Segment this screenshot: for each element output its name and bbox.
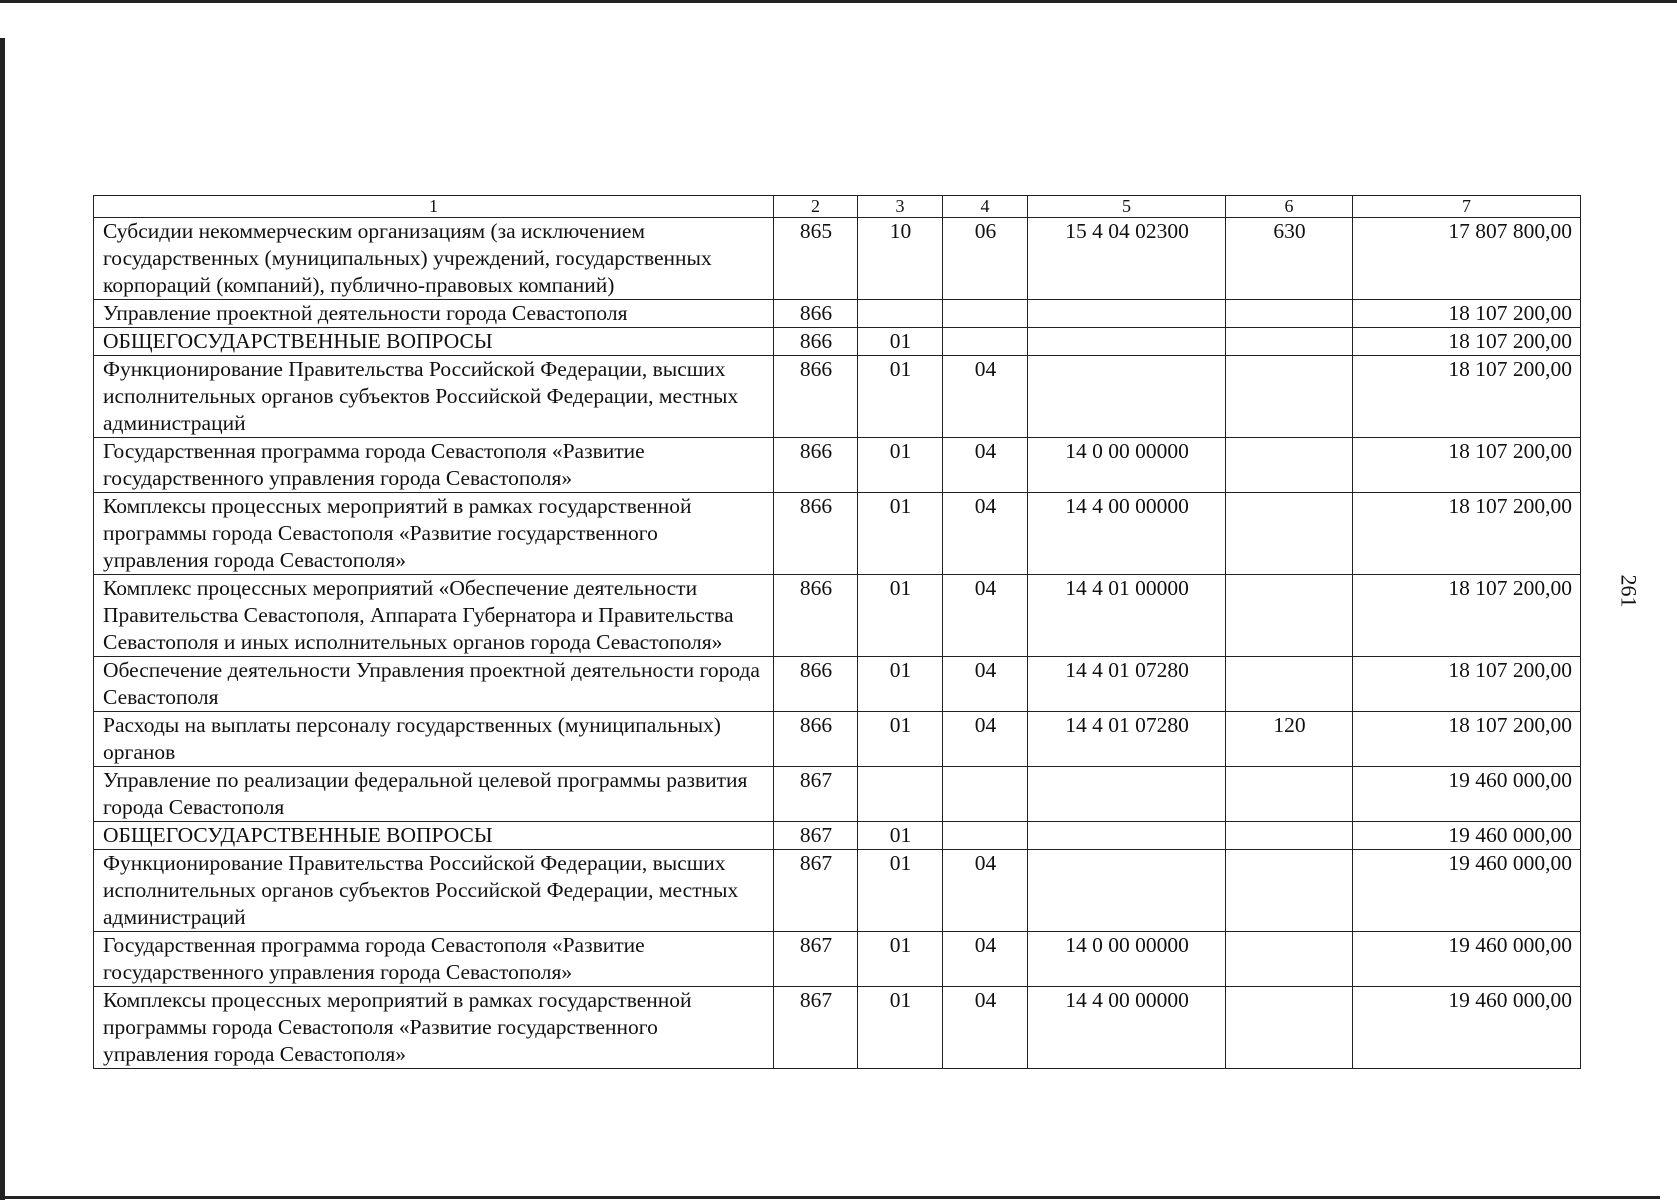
budget-table	[93, 195, 1581, 1069]
column-number: 3	[858, 196, 943, 218]
section-code-cell: 01	[858, 822, 943, 850]
column-number: 1	[94, 196, 774, 218]
subsection-code-cell: 04	[943, 850, 1028, 932]
expense-type-cell	[1226, 657, 1353, 712]
section-code-cell: 01	[858, 575, 943, 657]
amount-cell: 18 107 200,00	[1353, 712, 1581, 767]
column-number: 4	[943, 196, 1028, 218]
section-code-cell: 10	[858, 218, 943, 300]
subsection-code-cell: 04	[943, 932, 1028, 987]
subsection-code-cell: 04	[943, 575, 1028, 657]
page-number: 261	[1616, 574, 1642, 608]
row-name-cell: Обеспечение деятельности Управления проектной деятельности города Севастополя	[94, 657, 774, 712]
target-article-cell	[1028, 356, 1226, 438]
target-article-cell	[1028, 767, 1226, 822]
expense-type-cell	[1226, 767, 1353, 822]
table-row	[94, 493, 1581, 575]
expense-type-cell: 630	[1226, 218, 1353, 300]
row-name-cell: Функционирование Правительства Российской Федерации, высших исполнительных органов субъектов Российской Федерации, местных администраций	[94, 356, 774, 438]
amount-cell: 19 460 000,00	[1353, 932, 1581, 987]
row-name-cell: ОБЩЕГОСУДАРСТВЕННЫЕ ВОПРОСЫ	[94, 822, 774, 850]
section-code-cell	[858, 300, 943, 328]
expense-type-cell: 120	[1226, 712, 1353, 767]
subsection-code-cell: 06	[943, 218, 1028, 300]
expense-type-cell	[1226, 932, 1353, 987]
table-row	[94, 356, 1581, 438]
row-name-cell: Функционирование Правительства Российской Федерации, высших исполнительных органов субъектов Российской Федерации, местных администраций	[94, 850, 774, 932]
amount-cell: 19 460 000,00	[1353, 987, 1581, 1069]
scan-top-border	[0, 0, 1677, 3]
subsection-code-cell	[943, 300, 1028, 328]
column-number: 7	[1353, 196, 1581, 218]
expense-type-cell	[1226, 493, 1353, 575]
expense-type-cell	[1226, 356, 1353, 438]
target-article-cell	[1028, 300, 1226, 328]
amount-cell: 18 107 200,00	[1353, 300, 1581, 328]
table-row	[94, 767, 1581, 822]
target-article-cell: 14 4 00 00000	[1028, 493, 1226, 575]
amount-cell: 17 807 800,00	[1353, 218, 1581, 300]
row-name-cell: Субсидии некоммерческим организациям (за исключением государственных (муниципальных) учреждений, государственных корпораций (компаний), публично-правовых компаний)	[94, 218, 774, 300]
row-name-cell: Комплексы процессных мероприятий в рамках государственной программы города Севастополя «Развитие государственного управления города Севастополя»	[94, 987, 774, 1069]
table-row	[94, 575, 1581, 657]
target-article-cell	[1028, 822, 1226, 850]
ved-code-cell: 867	[774, 932, 858, 987]
target-article-cell: 14 4 01 07280	[1028, 712, 1226, 767]
amount-cell: 18 107 200,00	[1353, 356, 1581, 438]
section-code-cell: 01	[858, 987, 943, 1069]
subsection-code-cell: 04	[943, 493, 1028, 575]
expense-type-cell	[1226, 987, 1353, 1069]
expense-type-cell	[1226, 300, 1353, 328]
row-name-cell: Управление проектной деятельности города Севастополя	[94, 300, 774, 328]
ved-code-cell: 866	[774, 657, 858, 712]
ved-code-cell: 865	[774, 218, 858, 300]
target-article-cell: 15 4 04 02300	[1028, 218, 1226, 300]
section-code-cell: 01	[858, 850, 943, 932]
expense-type-cell	[1226, 328, 1353, 356]
ved-code-cell: 866	[774, 575, 858, 657]
section-code-cell: 01	[858, 932, 943, 987]
target-article-cell	[1028, 850, 1226, 932]
amount-cell: 18 107 200,00	[1353, 575, 1581, 657]
expense-type-cell	[1226, 438, 1353, 493]
expense-type-cell	[1226, 575, 1353, 657]
ved-code-cell: 867	[774, 822, 858, 850]
subsection-code-cell: 04	[943, 987, 1028, 1069]
expense-type-cell	[1226, 850, 1353, 932]
table-row	[94, 712, 1581, 767]
row-name-cell: Комплексы процессных мероприятий в рамках государственной программы города Севастополя «Развитие государственного управления города Севастополя»	[94, 493, 774, 575]
section-code-cell: 01	[858, 328, 943, 356]
column-number-row	[94, 196, 1581, 218]
amount-cell: 19 460 000,00	[1353, 822, 1581, 850]
column-number: 6	[1226, 196, 1353, 218]
target-article-cell	[1028, 328, 1226, 356]
row-name-cell: Управление по реализации федеральной целевой программы развития города Севастополя	[94, 767, 774, 822]
row-name-cell: Расходы на выплаты персоналу государственных (муниципальных) органов	[94, 712, 774, 767]
scan-bottom-line	[0, 1196, 1660, 1199]
ved-code-cell: 867	[774, 767, 858, 822]
scan-left-border	[0, 38, 5, 1200]
table-row	[94, 657, 1581, 712]
ved-code-cell: 866	[774, 438, 858, 493]
section-code-cell: 01	[858, 438, 943, 493]
column-number: 2	[774, 196, 858, 218]
amount-cell: 18 107 200,00	[1353, 328, 1581, 356]
section-code-cell: 01	[858, 657, 943, 712]
target-article-cell: 14 0 00 00000	[1028, 932, 1226, 987]
row-name-cell: Государственная программа города Севастополя «Развитие государственного управления города Севастополя»	[94, 932, 774, 987]
table-row	[94, 932, 1581, 987]
column-number: 5	[1028, 196, 1226, 218]
subsection-code-cell: 04	[943, 438, 1028, 493]
table-row	[94, 328, 1581, 356]
expense-type-cell	[1226, 822, 1353, 850]
amount-cell: 18 107 200,00	[1353, 657, 1581, 712]
ved-code-cell: 866	[774, 300, 858, 328]
table-row	[94, 822, 1581, 850]
row-name-cell: Государственная программа города Севастополя «Развитие государственного управления города Севастополя»	[94, 438, 774, 493]
table-row	[94, 438, 1581, 493]
ved-code-cell: 866	[774, 328, 858, 356]
table-row	[94, 987, 1581, 1069]
row-name-cell: ОБЩЕГОСУДАРСТВЕННЫЕ ВОПРОСЫ	[94, 328, 774, 356]
subsection-code-cell	[943, 767, 1028, 822]
subsection-code-cell: 04	[943, 712, 1028, 767]
subsection-code-cell: 04	[943, 657, 1028, 712]
target-article-cell: 14 4 01 00000	[1028, 575, 1226, 657]
ved-code-cell: 867	[774, 987, 858, 1069]
ved-code-cell: 867	[774, 850, 858, 932]
table-row	[94, 218, 1581, 300]
target-article-cell: 14 4 01 07280	[1028, 657, 1226, 712]
table-row	[94, 850, 1581, 932]
subsection-code-cell	[943, 822, 1028, 850]
amount-cell: 18 107 200,00	[1353, 493, 1581, 575]
table-row	[94, 300, 1581, 328]
section-code-cell: 01	[858, 356, 943, 438]
row-name-cell: Комплекс процессных мероприятий «Обеспечение деятельности Правительства Севастополя, Аппарата Губернатора и Правительства Севастополя и иных исполнительных органов города Севастополя»	[94, 575, 774, 657]
amount-cell: 18 107 200,00	[1353, 438, 1581, 493]
section-code-cell: 01	[858, 712, 943, 767]
ved-code-cell: 866	[774, 493, 858, 575]
ved-code-cell: 866	[774, 712, 858, 767]
section-code-cell: 01	[858, 493, 943, 575]
section-code-cell	[858, 767, 943, 822]
amount-cell: 19 460 000,00	[1353, 850, 1581, 932]
target-article-cell: 14 0 00 00000	[1028, 438, 1226, 493]
subsection-code-cell: 04	[943, 356, 1028, 438]
table-body	[94, 196, 1581, 1069]
target-article-cell: 14 4 00 00000	[1028, 987, 1226, 1069]
ved-code-cell: 866	[774, 356, 858, 438]
subsection-code-cell	[943, 328, 1028, 356]
amount-cell: 19 460 000,00	[1353, 767, 1581, 822]
